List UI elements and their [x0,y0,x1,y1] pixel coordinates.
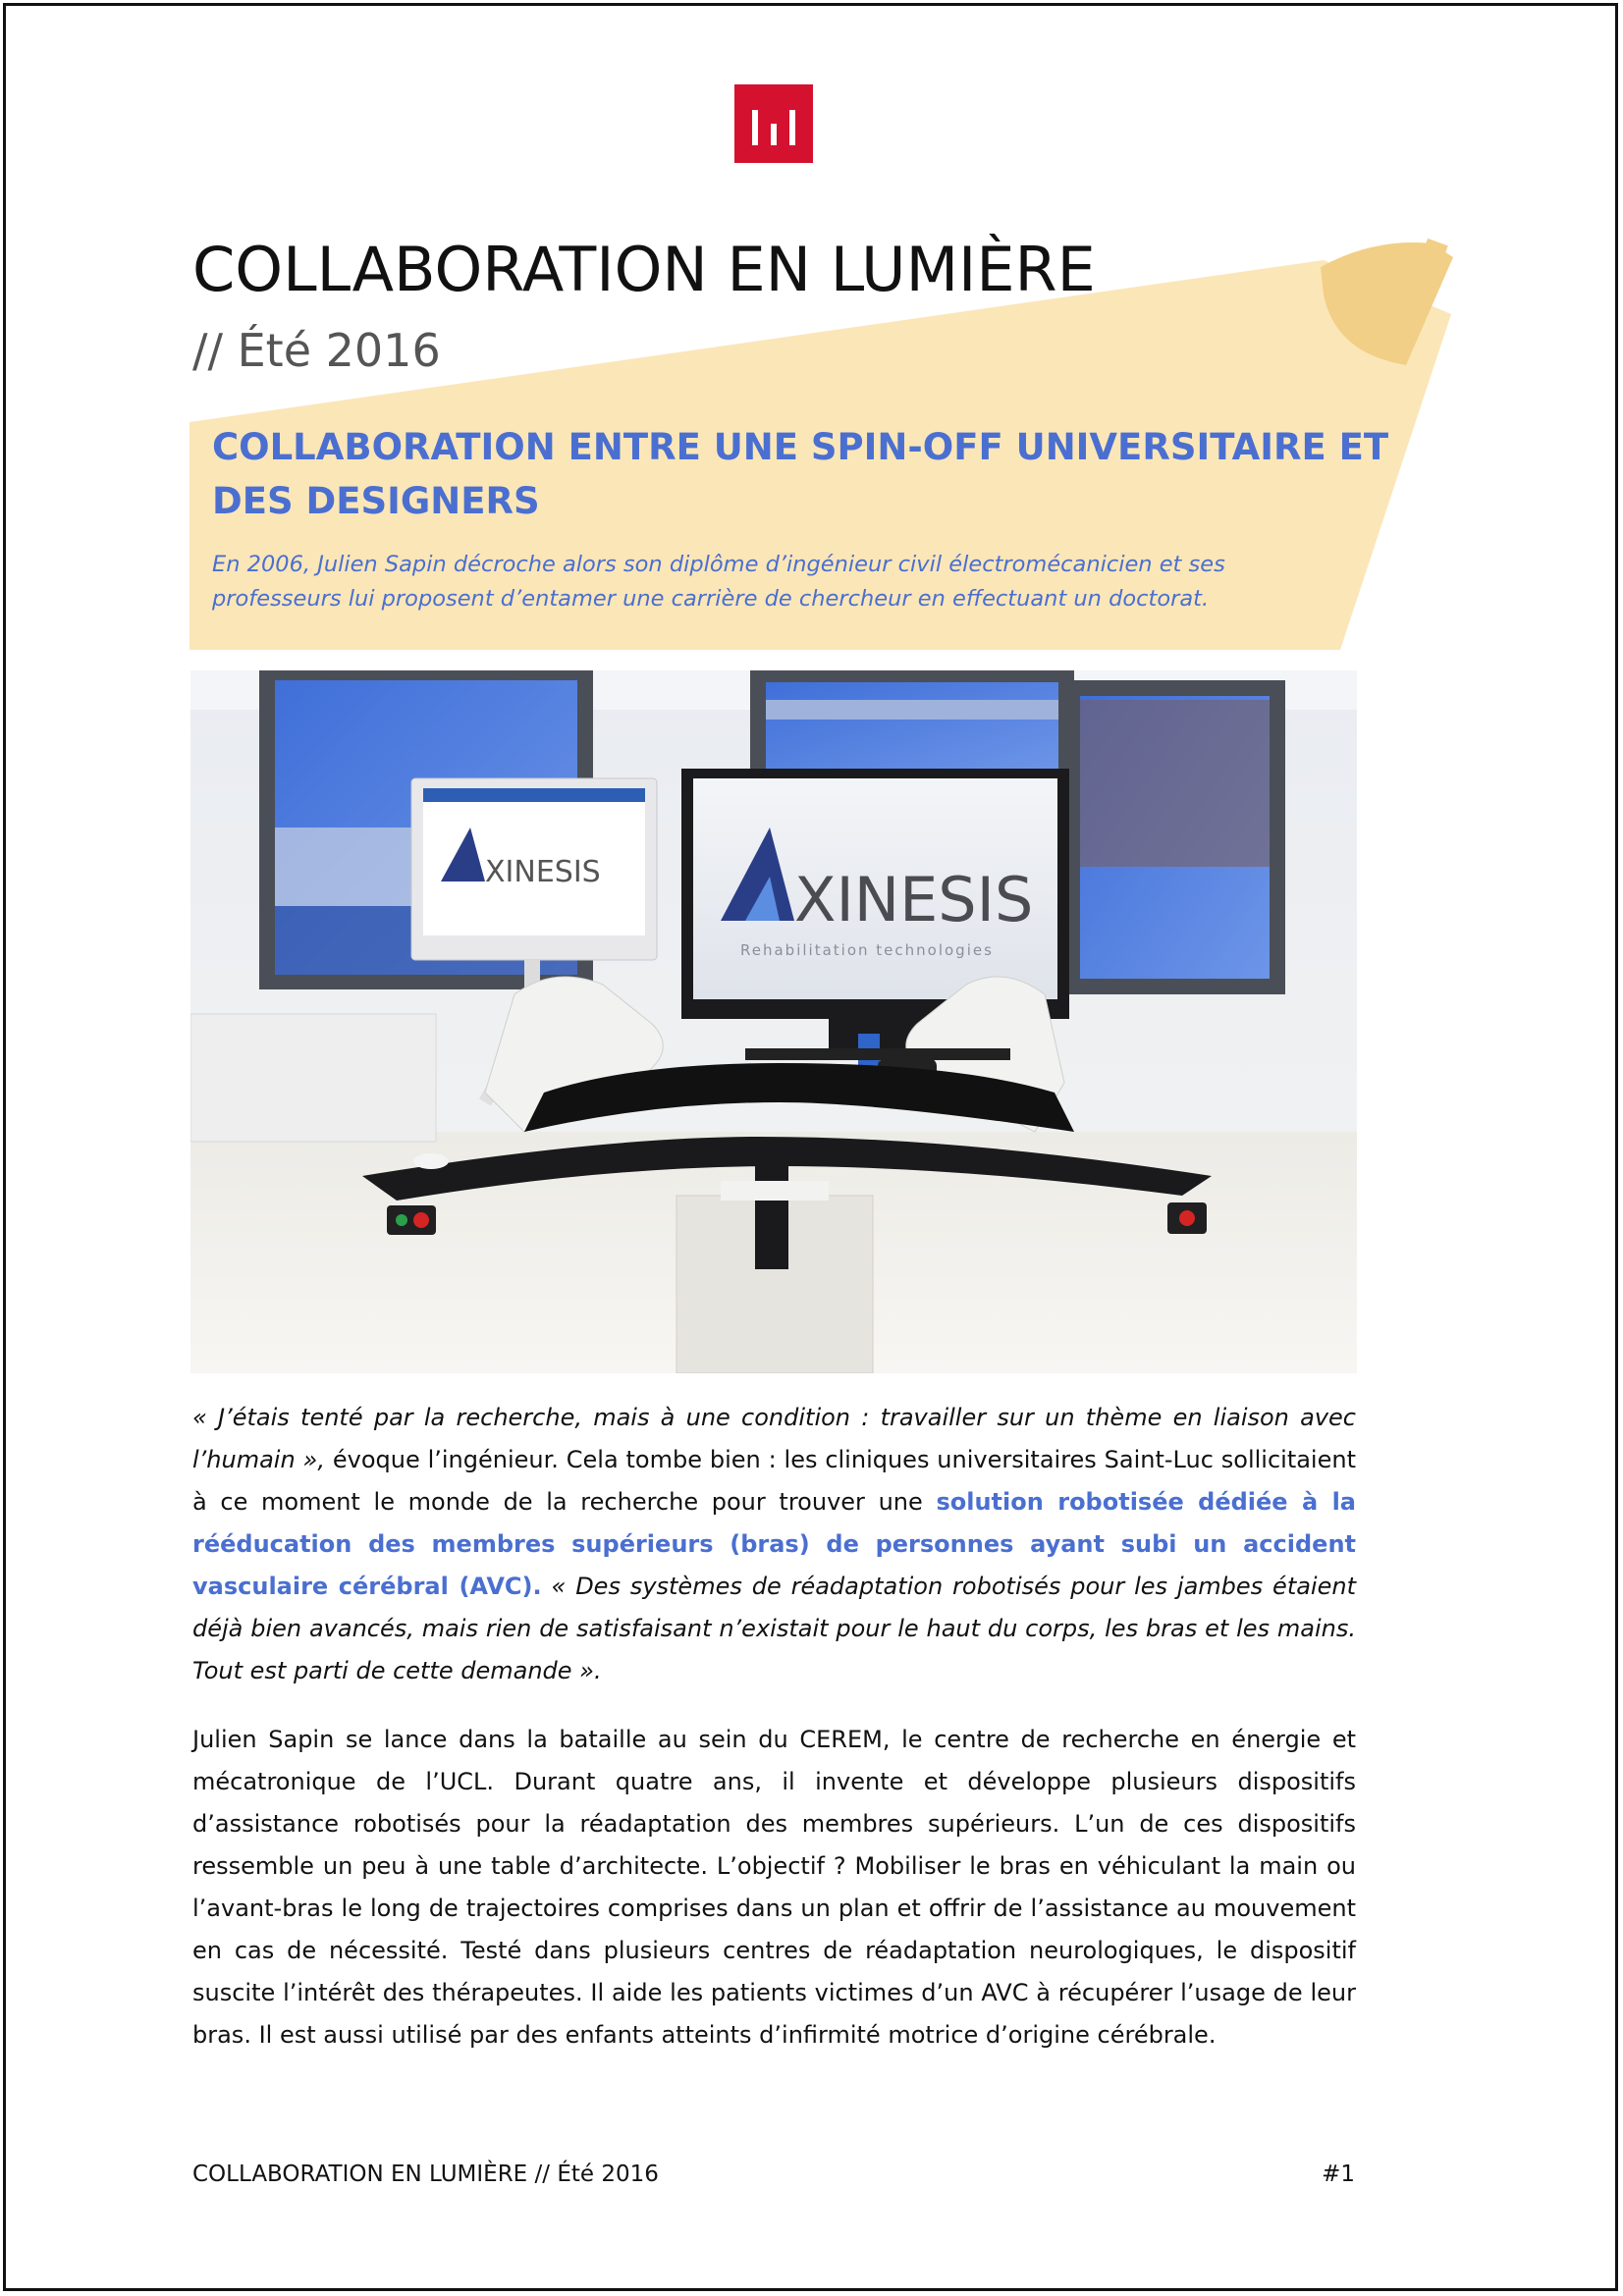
page-title: COLLABORATION EN LUMIÈRE [192,234,1096,305]
quote-2: « Des systèmes de réadaptation robotisés pour les jambes étaient déjà bien avancés, mais rien de satisfaisant n’existait pour le haut du corps, les bras et les mains. Tout est parti de cette demande ». [192,1573,1356,1684]
window-right [1064,680,1285,994]
screen-brand-left: XINESIS [485,855,601,889]
paragraph-1-text: évoque l’ingénieur. Cela tombe bien : les cliniques universitaires Saint-Luc sollicitaient à ce moment le monde de la recherche pour trouver une [192,1446,1356,1516]
quote-1: « J’étais tenté par la recherche, mais à une condition : travailler sur un thème en liaison avec l’humain », [192,1404,1356,1473]
paragraph-2: Julien Sapin se lance dans la bataille au sein du CEREM, le centre de recherche en énergie et mécatronique de l’UCL. Durant quatre ans, il invente et développe plusieurs dispositifs d’assistance robotisés pour la réadaptation des membres supérieurs. L’un de ces dispositifs ressemble un peu à une table d’architecte. L’objectif ? Mobiliser le bras en véhiculant la main ou l’avant-bras le long de trajectoires comprises dans un plan et offrir de l’assistance au mouvement en cas de nécessité. Testé dans plusieurs centres de réadaptation neurologiques, le dispositif suscite l’intérêt des thérapeutes. Il aide les patients victimes d’un AVC à récupérer l’usage de leur bras. Il est aussi utilisé par des enfants atteints d’infirmité motrice d’origine cérébrale. [192,1726,1356,2049]
device-photo [190,670,1357,1373]
screen-tagline: Rehabilitation technologies [740,941,994,959]
screen-brand-right: XINESIS [794,864,1034,935]
university-logo [734,84,813,163]
article-intro: En 2006, Julien Sapin décroche alors son diplôme d’ingénieur civil électromécanicien et ses professeurs lui proposent d’entamer une carrière de chercheur en effectuant un doctorat. [212,552,1225,612]
article-headline: COLLABORATION ENTRE UNE SPIN-OFF UNIVERSITAIRE ET DES DESIGNERS [212,426,1389,522]
window-center [750,670,1074,778]
highlight-text: solution robotisée dédiée à la rééducation des membres supérieurs (bras) de personnes ayant subi un accident vasculaire cérébral (AVC). [192,1488,1356,1600]
issue-subtitle: // Été 2016 [192,324,441,377]
paragraph-1 [192,1397,1356,1692]
page-number: #1 [1322,2162,1355,2187]
footer-title: COLLABORATION EN LUMIÈRE // Été 2016 [192,2162,659,2187]
